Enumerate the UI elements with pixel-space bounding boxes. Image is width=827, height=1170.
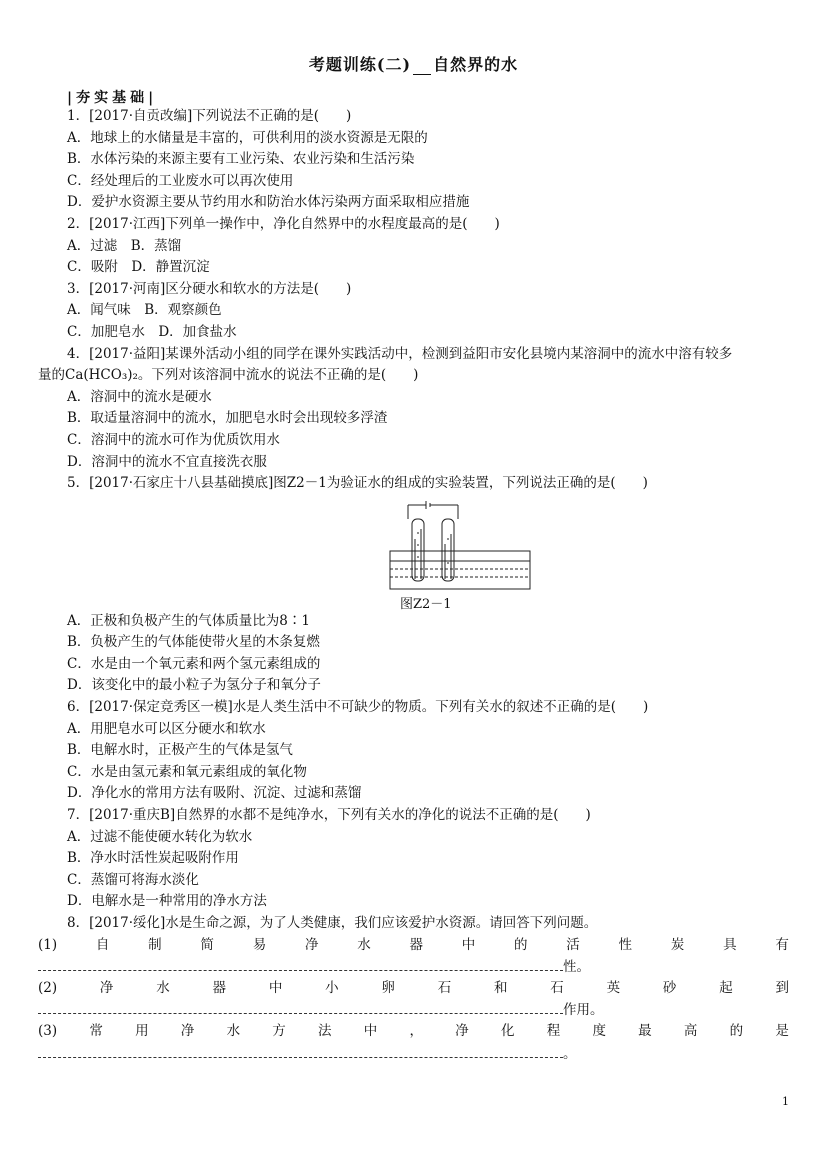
figure-caption: 图Z2－1	[400, 596, 452, 612]
question-2-option: C．吸附 D．静置沉淀	[67, 259, 210, 276]
prompt-char: 净	[304, 936, 319, 953]
prompt-char: 净	[180, 1022, 195, 1039]
question-1-option: C．经处理后的工业废水可以再次使用	[67, 172, 294, 189]
answer-blank-line[interactable]	[38, 956, 563, 971]
question-4-option: D．溶洞中的流水不宜直接洗衣服	[67, 453, 267, 470]
question-8-blank-2[interactable]	[38, 999, 789, 1021]
question-4-stem-cont: 量的Ca(HCO₃)₂。下列对该溶洞中流水的说法不正确的是( )	[38, 367, 419, 384]
question-6-stem: 6．[2017·保定竞秀区一模]水是人类生活中不可缺少的物质。下列有关水的叙述不正确的是( )	[67, 699, 649, 716]
prompt-char: 中	[363, 1022, 378, 1039]
prompt-char: 器	[409, 936, 423, 953]
question-3-option: C．加肥皂水 D．加食盐水	[67, 323, 237, 340]
question-7-option: B．净水时活性炭起吸附作用	[67, 850, 239, 867]
question-6-option: A．用肥皂水可以区分硬水和软水	[67, 720, 266, 737]
prompt-char: 易	[252, 936, 267, 953]
prompt-char: 简	[200, 936, 214, 953]
question-3-stem: 3．[2017·河南]区分硬水和软水的方法是( )	[67, 280, 352, 297]
question-1-option: B．水体污染的来源主要有工业污染、农业污染和生活污染	[67, 151, 415, 168]
blank-tail-text: 作用。	[563, 1002, 604, 1019]
section-heading: |夯实基础|	[67, 90, 158, 106]
prompt-char: 用	[135, 1022, 149, 1039]
prompt-char: 起	[719, 979, 733, 996]
question-5-option: C．水是由一个氧元素和两个氢元素组成的	[67, 655, 321, 672]
prompt-char: (3)	[38, 1022, 58, 1039]
question-5-stem: 5．[2017·石家庄十八县基础摸底]图Z2－1为验证水的组成的实验装置，下列说法正确的是( )	[67, 475, 648, 492]
prompt-char: 方	[272, 1022, 286, 1039]
prompt-char: 中	[461, 936, 476, 953]
question-1-option: D．爱护水资源主要从节约用水和防治水体污染两方面采取相应措施	[67, 194, 470, 211]
electrolysis-apparatus-diagram	[380, 499, 540, 591]
question-8-stem: 8．[2017·绥化]水是生命之源，为了人类健康，我们应该爱护水资源。请回答下列问题。	[67, 915, 598, 931]
question-2-option: A．过滤 B．蒸馏	[67, 237, 182, 254]
answer-blank-line[interactable]	[38, 1043, 563, 1058]
prompt-char: 净	[99, 979, 114, 996]
prompt-char: 器	[212, 979, 227, 996]
prompt-char: 净	[455, 1022, 469, 1039]
prompt-char: 水	[156, 979, 170, 996]
prompt-char: 化	[500, 1022, 515, 1039]
prompt-char: 水	[226, 1022, 241, 1039]
question-6-option: B．电解水时，正极产生的气体是氢气	[67, 742, 293, 759]
prompt-char: 性	[618, 936, 633, 953]
prompt-char: ，	[409, 1022, 423, 1039]
question-4-option: A．溶洞中的流水是硬水	[67, 388, 212, 405]
question-8-blank-3-prompt	[38, 1021, 789, 1043]
prompt-char: 制	[148, 936, 162, 953]
question-2-stem: 2．[2017·江西]下列单一操作中，净化自然界中的水程度最高的是( )	[67, 215, 500, 232]
prompt-char: 常	[89, 1022, 103, 1039]
prompt-char: 和	[494, 979, 508, 996]
prompt-char: 卵	[381, 979, 395, 996]
question-4-option: B．取适量溶洞中的流水，加肥皂水时会出现较多浮渣	[67, 410, 388, 427]
question-8-blank-2-prompt	[38, 978, 789, 1000]
prompt-char: 法	[318, 1022, 332, 1039]
blank-tail-text: 。	[563, 1045, 577, 1062]
question-5-option: B．负极产生的气体能使带火星的木条复燃	[67, 634, 320, 651]
prompt-char: 高	[683, 1022, 698, 1039]
prompt-char: 中	[268, 979, 283, 996]
prompt-char: 是	[775, 1022, 789, 1039]
prompt-char: 英	[606, 979, 621, 996]
prompt-char: 的	[514, 936, 528, 953]
prompt-char: 炭	[670, 936, 685, 953]
question-3-option: A．闻气味 B．观察颜色	[67, 302, 222, 319]
question-5-option: D．该变化中的最小粒子为氢分子和氧分子	[67, 677, 321, 694]
question-7-stem: 7．[2017·重庆B]自然界的水都不是纯净水，下列有关水的净化的说法不正确的是( )	[67, 807, 591, 824]
prompt-char: (2)	[38, 979, 58, 996]
prompt-char: 水	[357, 936, 371, 953]
prompt-char: 有	[775, 936, 789, 953]
question-7-option: A．过滤不能使硬水转化为软水	[67, 828, 253, 845]
page-title	[0, 52, 827, 75]
prompt-char: 度	[592, 1022, 606, 1039]
prompt-char: 自	[95, 936, 110, 953]
prompt-char: 的	[729, 1022, 744, 1039]
question-8-blank-3[interactable]	[38, 1043, 789, 1065]
page-number: 1	[782, 1095, 789, 1108]
question-list	[38, 106, 789, 1064]
question-6-option: C．水是由氢元素和氧元素组成的氧化物	[67, 763, 307, 780]
question-4-stem: 4．[2017·益阳]某课外活动小组的同学在课外实践活动中，检测到益阳市安化县境内某溶洞中的流水中溶有较多	[67, 345, 733, 362]
prompt-char: 程	[546, 1022, 561, 1039]
prompt-char: 石	[550, 979, 564, 996]
prompt-char: 砂	[662, 979, 677, 996]
prompt-char: 石	[437, 979, 452, 996]
question-6-option: D．净化水的常用方法有吸附、沉淀、过滤和蒸馏	[67, 785, 362, 802]
question-4-option: C．溶洞中的流水可作为优质饮用水	[67, 431, 280, 448]
prompt-char: 活	[566, 936, 580, 953]
question-1-option: A．地球上的水储量是丰富的，可供利用的淡水资源是无限的	[67, 129, 428, 146]
question-7-option: D．电解水是一种常用的净水方法	[67, 893, 267, 910]
prompt-char: 最	[638, 1022, 652, 1039]
blank-tail-text: 性。	[563, 959, 590, 976]
question-5-option: A．正极和负极产生的气体质量比为8∶1	[67, 612, 310, 629]
answer-blank-line[interactable]	[38, 999, 563, 1014]
question-8-blank-1-prompt	[38, 935, 789, 957]
question-1-stem: 1．[2017·自贡改编]下列说法不正确的是( )	[67, 108, 352, 124]
title-blank	[413, 60, 431, 75]
electrolysis-figure	[67, 499, 789, 611]
question-7-option: C．蒸馏可将海水淡化	[67, 871, 199, 888]
prompt-char: (1)	[38, 936, 58, 953]
prompt-char: 小	[325, 979, 339, 996]
question-8-blank-1[interactable]	[38, 956, 789, 978]
prompt-char: 具	[723, 936, 737, 953]
title-right: 自然界的水	[433, 55, 519, 74]
title-left: 考题训练(二)	[308, 55, 412, 74]
prompt-char: 到	[775, 979, 789, 996]
